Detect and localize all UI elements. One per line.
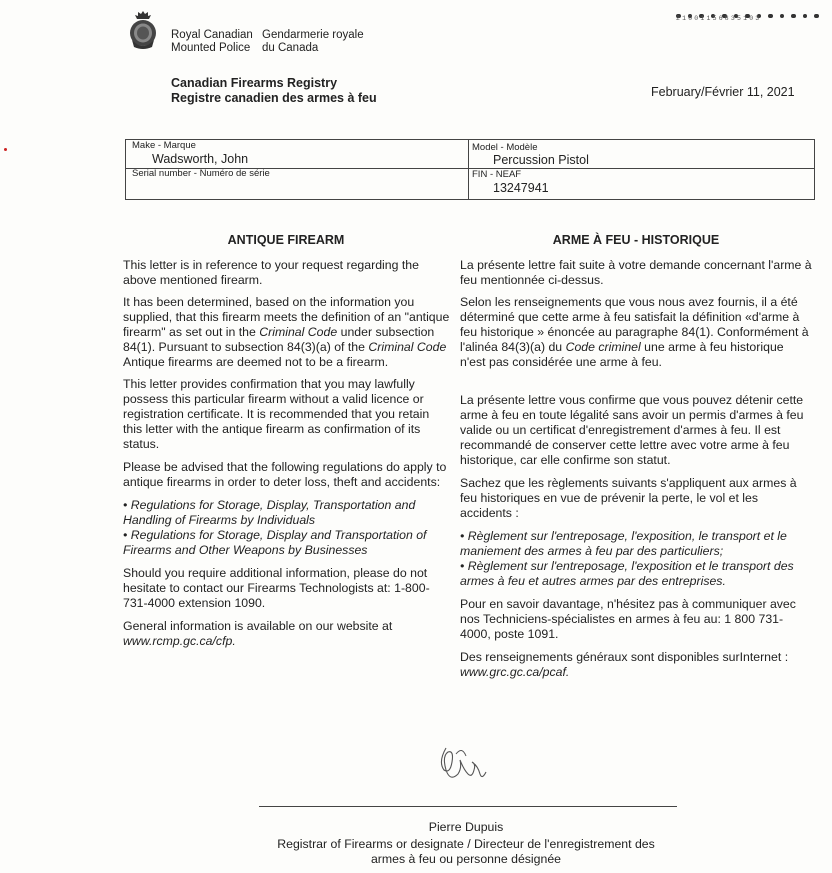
en-paragraph-6: General information is available on our website at www.rcmp.gc.ca/cfp. [123,619,393,648]
make-value: Wadsworth, John [152,152,249,166]
model-label: Model - Modèle [472,142,538,153]
en-regulation-2: • Regulations for Storage, Display and Transportation of Firearms and Other Weapons by Businesses [123,528,427,557]
en-paragraph-4: Please be advised that the following regulations do apply to antique firearms in order to deter loss, theft and accidents: [123,460,447,489]
english-column [123,258,450,649]
en-regulation-1: • Regulations for Storage, Display, Transportation and Handling of Firearms by Individuals [123,498,416,527]
fin-label: FIN - NEAF [472,169,522,180]
french-column [460,258,812,680]
en-paragraph-5: Should you require additional information, please do not hesitate to contact our Firearms Technologists at: 1-800-731-4000 extension 1090. [123,566,430,610]
model-value: Percussion Pistol [493,153,589,167]
en-paragraph-3: This letter provides confirmation that you may lawfully possess this particular firearm without a valid licence or registration certificate. It is recommended that you retain this letter with the antique firearm as confirmation of its status. [123,377,430,451]
fr-paragraph-2: Selon les renseignements que vous nous avez fournis, il a été déterminé que cette arme à feu satisfait la définition «d'arme à feu historique » énoncée au paragraphe 84(1). Conformément à l'alinéa 84(3)(a) du Code criminel une arme à feu historique n'est pas considérée une arme à feu. [460,295,809,369]
fr-regulation-1: • Règlement sur l'entreposage, l'exposition, le transport et le maniement des armes à feu par des particuliers; [460,529,787,558]
heading-antique-firearm: ANTIQUE FIREARM [227,233,345,247]
fr-regulation-2: • Règlement sur l'entreposage, l'exposition et le transport des armes à feu et autres armes par des entreprises. [460,559,794,588]
signatory-name: Pierre Dupuis [428,820,504,834]
signatory-title: Registrar of Firearms or designate / Directeur de l'enregistrement des armes à feu ou personne désignée [277,837,655,866]
make-label: Make - Marque [132,140,196,151]
firearm-info-box [125,139,815,200]
serial-label: Serial number - Numéro de série [132,168,270,179]
fr-paragraph-5: Pour en savoir davantage, n'hésitez pas à communiquer avec nos Techniciens-spécialistes en armes à feu au: 1 800 731-4000, poste 1091. [460,597,796,641]
fr-paragraph-6: Des renseignements généraux sont disponibles surInternet : www.grc.gc.ca/pcaf. [460,650,789,679]
en-website-link: www.rcmp.gc.ca/cfp. [123,634,236,648]
letter-date: February/Février 11, 2021 [651,85,795,99]
en-paragraph-2: It has been determined, based on the information you supplied, that this firearm meets the definition of an "antique firearm" as set out in the Criminal Code under subsection 84(1). Pursuant to subsection 84(3)(a) of the Criminal Code Antique firearms are deemed not to be a firearm. [123,295,450,369]
registry-title: Canadian Firearms Registry Registre canadien des armes à feu [171,76,377,105]
agency-name-en: Royal Canadian Mounted Police [171,29,253,54]
barcode-number: 21001156835103 [676,15,762,22]
fr-website-link: www.grc.gc.ca/pcaf. [460,665,570,679]
fr-paragraph-3: La présente lettre vous confirme que vous pouvez détenir cette arme à feu en toute légalité sans avoir un permis d'armes à feu valide ou un certificat d'enregistrement d'armes à feu. Il est recommandé de conserver cette lettre avec votre arme à feu historique, car elle confirme son statut. [460,393,804,467]
handwritten-signature [432,740,492,790]
fr-paragraph-4: Sachez que les règlements suivants s'appliquent aux armes à feu historiques en vue de prévenir la perte, le vol et les accidents : [460,476,797,520]
en-paragraph-1: This letter is in reference to your request regarding the above mentioned firearm. [123,258,419,287]
heading-arme-historique: ARME À FEU - HISTORIQUE [552,233,720,247]
rcmp-crest-icon [126,10,160,50]
agency-name-fr: Gendarmerie royale du Canada [262,29,364,54]
fr-paragraph-1: La présente lettre fait suite à votre demande concernant l'arme à feu mentionnée ci-dessus. [460,258,812,287]
signature-line [259,806,677,807]
margin-mark [4,148,7,151]
fin-value: 13247941 [493,181,549,195]
